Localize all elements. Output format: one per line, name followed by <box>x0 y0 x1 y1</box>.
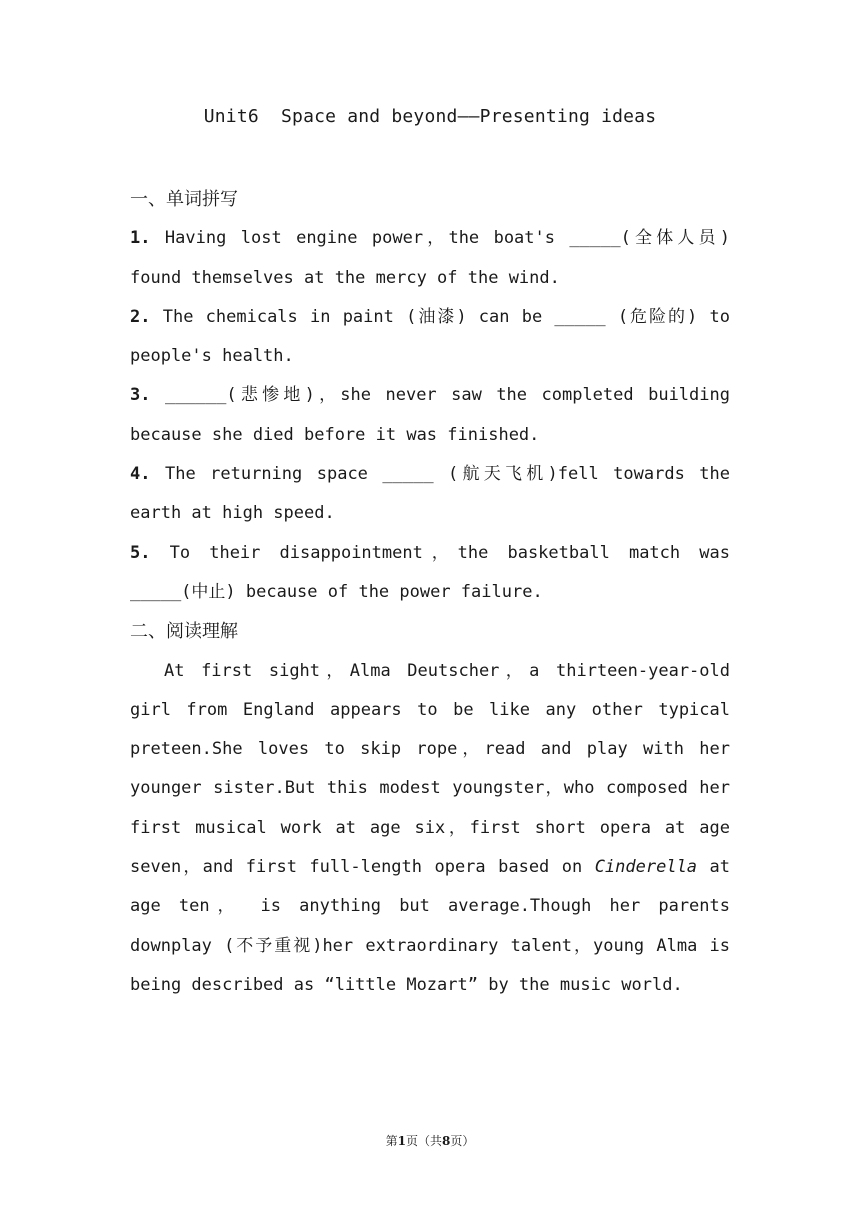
question-2 <box>130 298 730 377</box>
footer-middle: 页（共 <box>405 1134 442 1148</box>
question-4 <box>130 455 730 534</box>
footer-page-number: 1 <box>397 1134 406 1148</box>
paragraph-text-part2: at age ten， is anything but average.Though her parents downplay (不予重视)her extraordinary talent，young Alma is being described as “little Mozart” by the music world. <box>130 857 730 995</box>
question-text: To their disappointment，the basketball match was _____(中止) because of the power failure. <box>130 542 730 602</box>
question-5 <box>130 534 730 613</box>
paragraph-text-part1: At first sight，Alma Deutscher，a thirteen-year-old girl from England appears to be like any other typical preteen.She loves to skip rope，read and play with her younger sister.But this modest youngster，who composed her first musical work at age six，first short opera at age seven，and first full-length opera based on <box>130 660 730 878</box>
question-3 <box>130 376 730 455</box>
question-text: The returning space _____ (航天飞机)fell towards the earth at high speed. <box>130 464 730 524</box>
question-text: The chemicals in paint (油漆) can be _____ (危险的) to people's health. <box>130 306 730 367</box>
question-text: ______(悲惨地)，she never saw the completed building because she died before it was finished. <box>130 385 730 445</box>
footer-suffix: 页） <box>450 1134 475 1148</box>
footer-total-pages: 8 <box>442 1134 451 1148</box>
question-number: 3. <box>130 385 151 406</box>
section-heading-reading: 二、阅读理解 <box>130 621 238 643</box>
question-number: 4. <box>130 464 151 485</box>
paragraph-italic-title: Cinderella <box>594 857 698 878</box>
page-footer <box>0 1132 860 1149</box>
document-body <box>130 180 730 1005</box>
question-number: 1. <box>130 228 151 249</box>
document-title: Unit6 Space and beyond——Presenting ideas <box>203 106 657 127</box>
question-number: 2. <box>130 306 151 327</box>
footer-prefix: 第 <box>385 1134 398 1148</box>
question-text: Having lost engine power，the boat's _____(全体人员) found themselves at the mercy of the wind. <box>130 228 730 288</box>
section-heading-spelling: 一、单词拼写 <box>130 189 238 210</box>
question-1 <box>130 219 730 298</box>
reading-paragraph <box>130 652 730 1006</box>
question-number: 5. <box>130 542 151 563</box>
